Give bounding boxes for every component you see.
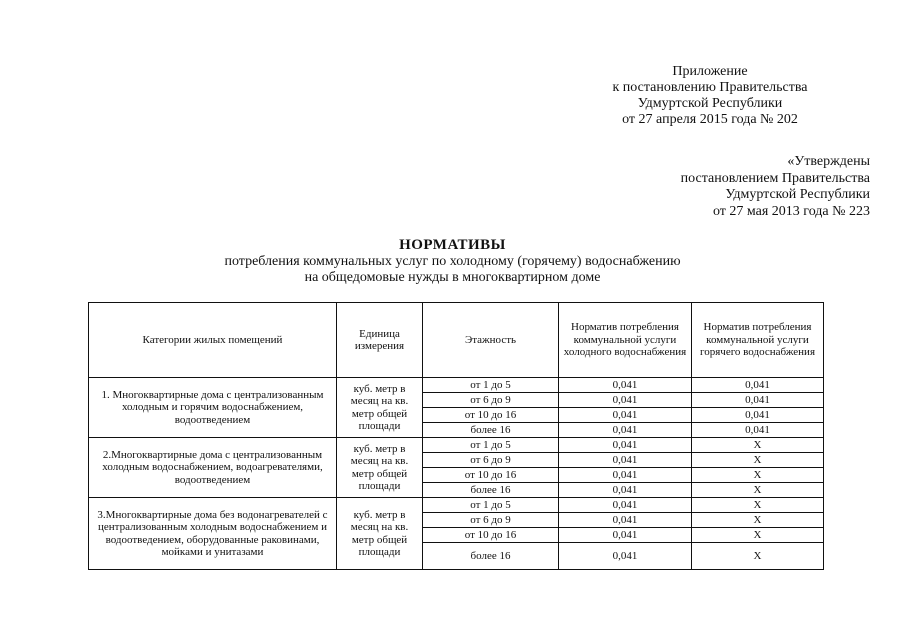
floors-cell: более 16 [423, 543, 559, 570]
table-row [89, 438, 824, 453]
header-hot-norm: Норматив потребления коммунальной услуги горячего водоснабжения [692, 303, 824, 378]
norms-table [88, 302, 824, 570]
cold-norm-cell: 0,041 [559, 438, 692, 453]
approval-line: постановлением Правительства [680, 170, 870, 186]
hot-norm-cell: Х [692, 438, 824, 453]
header-floors: Этажность [423, 303, 559, 378]
hot-norm-cell: Х [692, 483, 824, 498]
floors-cell: от 6 до 9 [423, 513, 559, 528]
hot-norm-cell: 0,041 [692, 378, 824, 393]
cold-norm-cell: 0,041 [559, 483, 692, 498]
appendix-line: Приложение [672, 64, 748, 79]
floors-cell: от 1 до 5 [423, 378, 559, 393]
table-row [89, 498, 824, 513]
floors-cell: от 6 до 9 [423, 393, 559, 408]
hot-norm-cell: Х [692, 453, 824, 468]
cold-norm-cell: 0,041 [559, 393, 692, 408]
cold-norm-cell: 0,041 [559, 453, 692, 468]
floors-cell: более 16 [423, 483, 559, 498]
category-cell: 2.Многоквартирные дома с централизованным холодным водоснабжением, водоагревателями, водоотведением [89, 438, 337, 498]
appendix-line: Удмуртской Республики [637, 96, 783, 111]
header-cold-norm: Норматив потребления коммунальной услуги холодного водоснабжения [559, 303, 692, 378]
approval-line: «Утверждены [787, 154, 870, 169]
approval-header [560, 154, 870, 220]
unit-cell: куб. метр в месяц на кв. метр общей площади [337, 438, 423, 498]
cold-norm-cell: 0,041 [559, 498, 692, 513]
floors-cell: более 16 [423, 423, 559, 438]
hot-norm-cell: 0,041 [692, 423, 824, 438]
document-title: НОРМАТИВЫ [399, 237, 506, 253]
table-header-row [89, 303, 824, 378]
hot-norm-cell: Х [692, 528, 824, 543]
hot-norm-cell: Х [692, 543, 824, 570]
subtitle-line: потребления коммунальных услуг по холодному (горячему) водоснабжению [224, 254, 681, 269]
cold-norm-cell: 0,041 [559, 378, 692, 393]
hot-norm-cell: Х [692, 498, 824, 513]
floors-cell: от 10 до 16 [423, 528, 559, 543]
approval-line: от 27 мая 2013 года № 223 [712, 203, 870, 219]
category-cell: 1. Многоквартирные дома с централизованным холодным и горячим водоснабжением, водоотведением [89, 378, 337, 438]
floors-cell: от 10 до 16 [423, 408, 559, 423]
floors-cell: от 1 до 5 [423, 498, 559, 513]
appendix-line: от 27 апреля 2015 года № 202 [622, 112, 798, 127]
header-category: Категории жилых помещений [89, 303, 337, 378]
header-unit: Единица измерения [337, 303, 423, 378]
hot-norm-cell: Х [692, 513, 824, 528]
floors-cell: от 6 до 9 [423, 453, 559, 468]
cold-norm-cell: 0,041 [559, 513, 692, 528]
hot-norm-cell: 0,041 [692, 408, 824, 423]
floors-cell: от 1 до 5 [423, 438, 559, 453]
unit-cell: куб. метр в месяц на кв. метр общей площади [337, 498, 423, 570]
floors-cell: от 10 до 16 [423, 468, 559, 483]
cold-norm-cell: 0,041 [559, 528, 692, 543]
category-cell: 3.Многоквартирные дома без водонагревателей с централизованным холодным водоснабжением и водоотведением, оборудованные раковинами, мойками и унитазами [89, 498, 337, 570]
cold-norm-cell: 0,041 [559, 408, 692, 423]
document-subtitle [0, 254, 905, 286]
appendix-line: к постановлению Правительства [612, 80, 808, 95]
appendix-header [560, 64, 860, 128]
cold-norm-cell: 0,041 [559, 423, 692, 438]
subtitle-line: на общедомовые нужды в многоквартирном доме [304, 270, 601, 285]
table-row [89, 378, 824, 393]
cold-norm-cell: 0,041 [559, 543, 692, 570]
cold-norm-cell: 0,041 [559, 468, 692, 483]
unit-cell: куб. метр в месяц на кв. метр общей площади [337, 378, 423, 438]
hot-norm-cell: Х [692, 468, 824, 483]
hot-norm-cell: 0,041 [692, 393, 824, 408]
approval-line: Удмуртской Республики [725, 187, 870, 202]
